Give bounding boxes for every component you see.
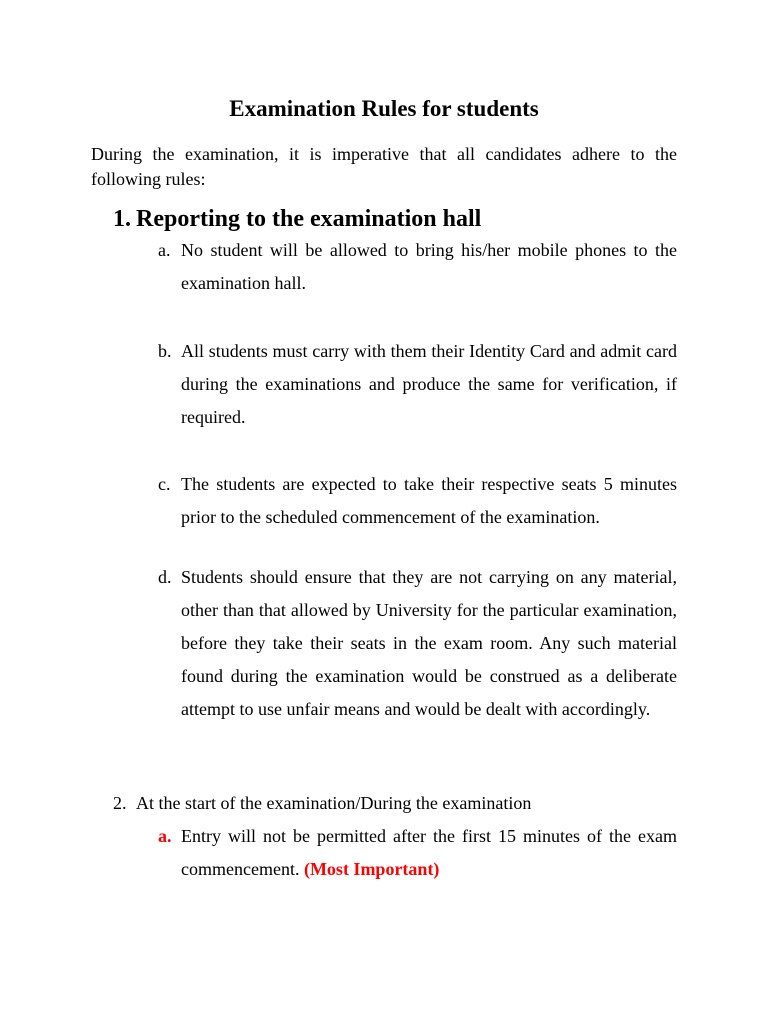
rule-1d-marker: d.: [158, 567, 172, 587]
rule-1a-text: No student will be allowed to bring his/her mobile phones to the examination hall.: [181, 240, 677, 293]
section-2-number: 2.: [113, 793, 127, 813]
rule-1a: [158, 234, 677, 300]
section-2-heading: [113, 791, 531, 815]
rule-2a: [158, 820, 677, 886]
document-title: Examination Rules for students: [229, 96, 539, 121]
rule-2a-text: Entry will not be permitted after the first 15 minutes of the exam commencement.: [181, 826, 677, 879]
rule-1d-text: Students should ensure that they are not carrying on any material, other than that allowed by University for the particular examination, before they take their seats in the exam room. Any such material found during the examination would be construed as a deliberate attempt to use unfair means and would be dealt with accordingly.: [181, 567, 677, 719]
rule-1c-text: The students are expected to take their respective seats 5 minutes prior to the scheduled commencement of the examination.: [181, 474, 677, 527]
intro-paragraph: During the examination, it is imperative that all candidates adhere to the following rules:: [91, 144, 677, 189]
rule-1c: [158, 468, 677, 534]
rule-1b-marker: b.: [158, 341, 172, 361]
section-1-number: 1.: [113, 206, 131, 232]
rule-1c-marker: c.: [158, 474, 171, 494]
section-1-heading: [113, 204, 481, 234]
rule-1d: [158, 561, 677, 726]
rule-1b-text: All students must carry with them their Identity Card and admit card during the examinations and produce the same for verification, if required.: [181, 341, 677, 427]
rule-2a-marker: a.: [158, 826, 172, 846]
most-important-emphasis: (Most Important): [303, 859, 440, 879]
section-2-title: At the start of the examination/During the examination: [136, 793, 532, 813]
section-1-title: Reporting to the examination hall: [136, 206, 482, 232]
rule-1a-marker: a.: [158, 240, 171, 260]
rule-2a-text-wrap: [181, 820, 677, 886]
rule-1b: [158, 335, 677, 434]
